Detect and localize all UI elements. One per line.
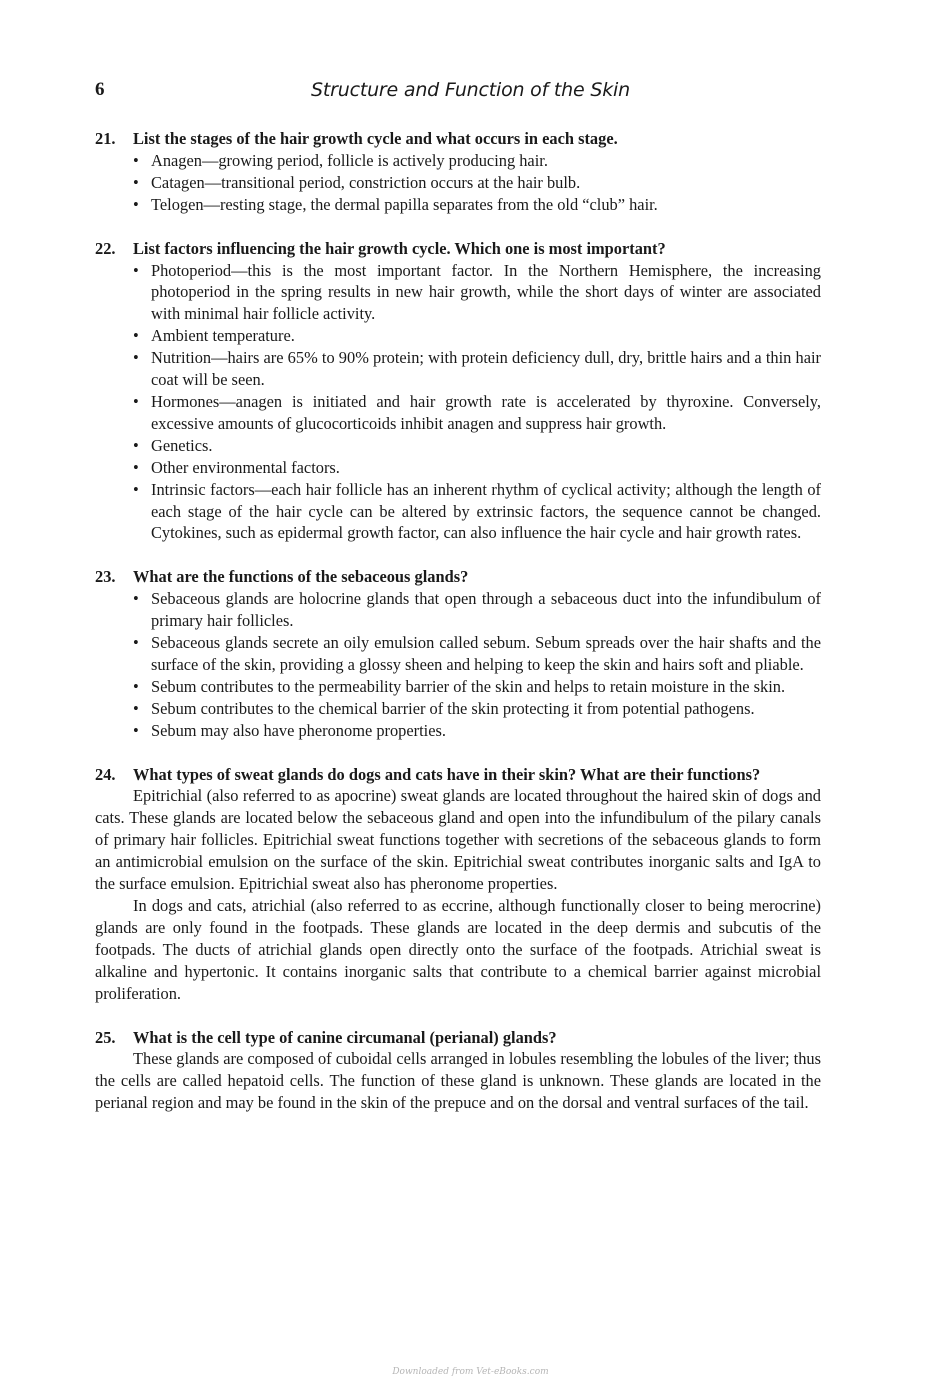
bullet-item: • Genetics. xyxy=(133,435,821,457)
answer-paragraph: These glands are composed of cuboidal cells arranged in lobules resembling the lobules of the liver; thus the cells are called hepatoid cells. The function of these gland is unknown. These glands are located in the perianal region and may be found in the skin of the prepuce and on the dorsal and ventral surfaces of the tail. xyxy=(95,1049,821,1113)
answer-paragraph: In dogs and cats, atrichial (also referred to as eccrine, although functionally closer to being merocrine) glands are only found in the footpads. These glands are located in the deep dermis and subcutis of the footpads. The ducts of atrichial glands open directly onto the surface of the footpads. Atrichial sweat is alkaline and hypertonic. It contains inorganic salts that contribute to a chemical barrier against microbial proliferation. xyxy=(95,896,821,1003)
question-23 xyxy=(95,566,821,741)
bullet-item: • Anagen—growing period, follicle is actively producing hair. xyxy=(133,150,821,172)
page-content xyxy=(95,128,821,1136)
question-text: What types of sweat glands do dogs and cats have in their skin? What are their functions? xyxy=(133,764,761,784)
question-22 xyxy=(95,238,821,545)
bullet-item: • Sebum contributes to the permeability barrier of the skin and helps to retain moisture in the skin. xyxy=(133,676,821,698)
bullet-item: • Intrinsic factors—each hair follicle has an inherent rhythm of cyclical activity; although the length of each stage of the hair cycle can be altered by extrinsic factors, the sequence cannot be changed. Cytokines, such as epidermal growth factor, can also influence the hair cycle and hair growth rates. xyxy=(133,479,821,545)
question-number: 25. xyxy=(95,1027,116,1047)
bullet-item: • Sebaceous glands are holocrine glands that open through a sebaceous duct into the infundibulum of primary hair follicles. xyxy=(133,588,821,632)
answer-paragraph: Epitrichial (also referred to as apocrine) sweat glands are located throughout the haired skin of dogs and cats. These glands are located below the sebaceous gland and open into the infundibulum of the pilary canals of primary hair follicles. Epitrichial sweat functions together with secretions of the sebaceous glands to form an antimicrobial emulsion on the surface of the skin. Epitrichial sweat contributes inorganic salts and IgA to the surface emulsion. Epitrichial sweat also has pheronome properties. xyxy=(95,786,821,894)
question-number: 21. xyxy=(95,129,116,148)
bullet-item: • Photoperiod—this is the most important factor. In the Northern Hemisphere, the increasing photoperiod in the spring results in new hair growth, while the short days of winter are associated with minimal hair follicle activity. xyxy=(133,260,821,326)
running-title: Structure and Function of the Skin xyxy=(311,79,630,101)
bullet-item: • Sebaceous glands secrete an oily emulsion called sebum. Sebum spreads over the hair shafts and the surface of the skin, providing a glossy sheen and helping to keep the skin and hairs soft and pliable. xyxy=(133,632,821,676)
question-24 xyxy=(95,764,821,1005)
question-heading xyxy=(95,566,821,588)
question-text: List factors influencing the hair growth cycle. Which one is most important? xyxy=(133,238,666,258)
question-heading xyxy=(95,764,821,786)
question-25 xyxy=(95,1027,821,1115)
question-21 xyxy=(95,128,821,216)
question-heading xyxy=(95,128,821,150)
bullet-item: • Telogen—resting stage, the dermal papilla separates from the old “club” hair. xyxy=(133,194,821,216)
bullet-item: • Catagen—transitional period, constriction occurs at the hair bulb. xyxy=(133,172,821,194)
bullet-item: • Ambient temperature. xyxy=(133,325,821,347)
question-text: What are the functions of the sebaceous glands? xyxy=(133,567,469,587)
bullet-item: • Other environmental factors. xyxy=(133,457,821,479)
question-number: 22. xyxy=(95,238,116,258)
answer-bullet-list xyxy=(95,588,821,741)
page-number: 6 xyxy=(95,79,105,100)
question-text: List the stages of the hair growth cycle and what occurs in each stage. xyxy=(133,129,618,148)
question-heading xyxy=(95,238,821,260)
download-watermark: Downloaded from Vet-eBooks.com xyxy=(392,1367,549,1377)
bullet-item: • Sebum contributes to the chemical barrier of the skin protecting it from potential pathogens. xyxy=(133,698,821,720)
question-number: 23. xyxy=(95,567,116,587)
question-number: 24. xyxy=(95,764,116,784)
bullet-item: • Nutrition—hairs are 65% to 90% protein; with protein deficiency dull, dry, brittle hairs and a thin hair coat will be seen. xyxy=(133,347,821,391)
question-text: What is the cell type of canine circumanal (perianal) glands? xyxy=(133,1027,557,1047)
bullet-item: • Sebum may also have pheronome properties. xyxy=(133,720,821,742)
answer-bullet-list xyxy=(95,260,821,545)
bullet-item: • Hormones—anagen is initiated and hair growth rate is accelerated by thyroxine. Conversely, excessive amounts of glucocorticoids inhibit anagen and suppress hair growth. xyxy=(133,391,821,435)
question-heading xyxy=(95,1027,821,1049)
answer-bullet-list xyxy=(95,150,821,216)
